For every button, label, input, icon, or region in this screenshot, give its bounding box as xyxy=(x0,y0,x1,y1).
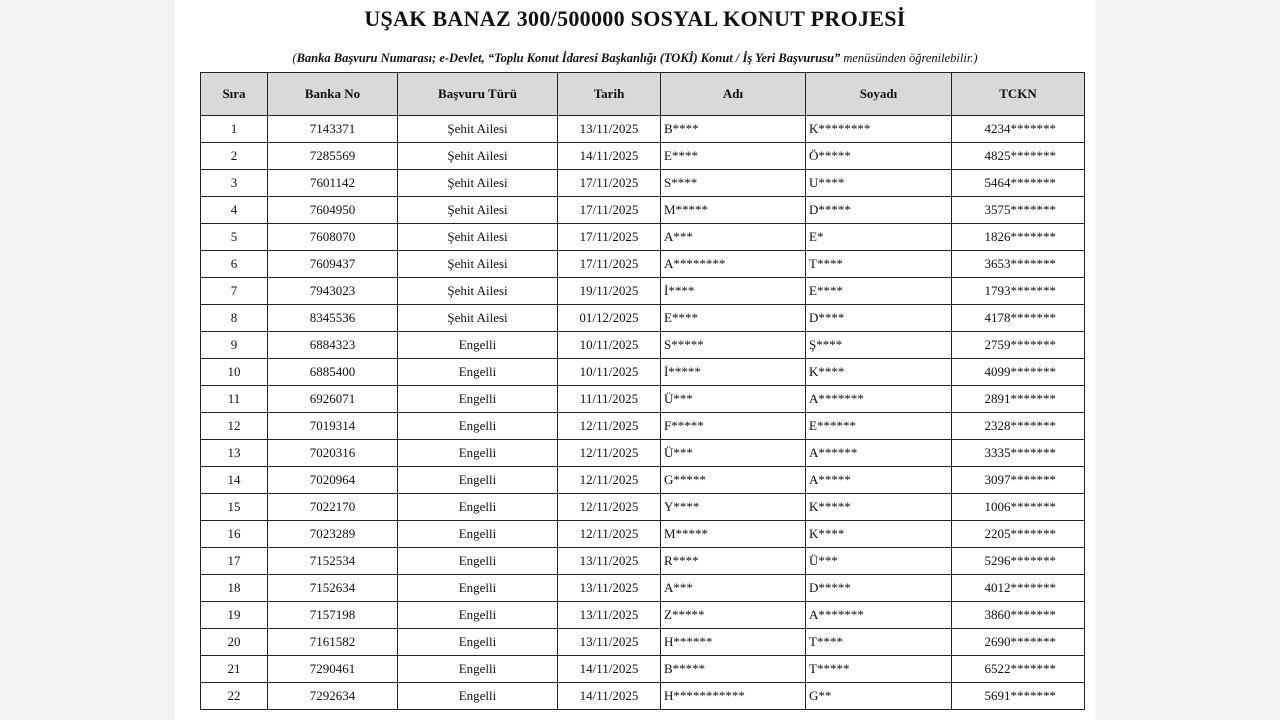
cell-basvuru-turu: Şehit Ailesi xyxy=(398,224,558,251)
table-row xyxy=(201,332,1085,359)
cell-adi: Ü*** xyxy=(661,386,806,413)
cell-adi: M***** xyxy=(661,197,806,224)
cell-basvuru-turu: Engelli xyxy=(398,575,558,602)
header-banka-no: Banka No xyxy=(268,73,398,116)
cell-adi: İ**** xyxy=(661,278,806,305)
header-adi: Adı xyxy=(661,73,806,116)
cell-soyadi: E****** xyxy=(806,413,952,440)
cell-soyadi: D***** xyxy=(806,197,952,224)
cell-sira: 8 xyxy=(201,305,268,332)
cell-tarih: 12/11/2025 xyxy=(558,521,661,548)
cell-sira: 10 xyxy=(201,359,268,386)
cell-banka-no: 7290461 xyxy=(268,656,398,683)
header-basvuru-turu: Başvuru Türü xyxy=(398,73,558,116)
cell-adi: A******** xyxy=(661,251,806,278)
cell-tckn: 3335******* xyxy=(952,440,1085,467)
cell-soyadi: T***** xyxy=(806,656,952,683)
cell-soyadi: E**** xyxy=(806,278,952,305)
cell-soyadi: K**** xyxy=(806,521,952,548)
cell-banka-no: 7285569 xyxy=(268,143,398,170)
cell-adi: Ü*** xyxy=(661,440,806,467)
cell-soyadi: Ş**** xyxy=(806,332,952,359)
cell-tckn: 2690******* xyxy=(952,629,1085,656)
cell-sira: 18 xyxy=(201,575,268,602)
cell-adi: B**** xyxy=(661,116,806,143)
cell-basvuru-turu: Şehit Ailesi xyxy=(398,116,558,143)
table-row xyxy=(201,278,1085,305)
cell-tarih: 13/11/2025 xyxy=(558,575,661,602)
table-row xyxy=(201,467,1085,494)
cell-tckn: 1006******* xyxy=(952,494,1085,521)
cell-tarih: 19/11/2025 xyxy=(558,278,661,305)
cell-sira: 7 xyxy=(201,278,268,305)
cell-tarih: 13/11/2025 xyxy=(558,548,661,575)
cell-tckn: 2759******* xyxy=(952,332,1085,359)
cell-tarih: 12/11/2025 xyxy=(558,467,661,494)
cell-tarih: 11/11/2025 xyxy=(558,386,661,413)
table-row xyxy=(201,494,1085,521)
cell-soyadi: U**** xyxy=(806,170,952,197)
cell-soyadi: K***** xyxy=(806,494,952,521)
cell-soyadi: K**** xyxy=(806,359,952,386)
header-soyadi: Soyadı xyxy=(806,73,952,116)
cell-tckn: 4825******* xyxy=(952,143,1085,170)
cell-tarih: 12/11/2025 xyxy=(558,440,661,467)
cell-tckn: 5691******* xyxy=(952,683,1085,710)
cell-basvuru-turu: Engelli xyxy=(398,548,558,575)
cell-soyadi: D***** xyxy=(806,575,952,602)
cell-adi: H*********** xyxy=(661,683,806,710)
cell-sira: 20 xyxy=(201,629,268,656)
cell-soyadi: E* xyxy=(806,224,952,251)
cell-basvuru-turu: Şehit Ailesi xyxy=(398,197,558,224)
cell-sira: 14 xyxy=(201,467,268,494)
cell-banka-no: 7608070 xyxy=(268,224,398,251)
cell-tckn: 3653******* xyxy=(952,251,1085,278)
cell-adi: A*** xyxy=(661,224,806,251)
cell-basvuru-turu: Şehit Ailesi xyxy=(398,305,558,332)
cell-banka-no: 7161582 xyxy=(268,629,398,656)
cell-soyadi: K******** xyxy=(806,116,952,143)
table-row xyxy=(201,197,1085,224)
table-row xyxy=(201,413,1085,440)
cell-tckn: 6522******* xyxy=(952,656,1085,683)
cell-tckn: 4012******* xyxy=(952,575,1085,602)
subtitle-rest-part: menüsünden öğrenilebilir. xyxy=(840,51,974,65)
cell-soyadi: A****** xyxy=(806,440,952,467)
cell-basvuru-turu: Şehit Ailesi xyxy=(398,251,558,278)
cell-banka-no: 7943023 xyxy=(268,278,398,305)
cell-tckn: 2328******* xyxy=(952,413,1085,440)
cell-banka-no: 7601142 xyxy=(268,170,398,197)
document-page xyxy=(175,0,1095,720)
cell-banka-no: 7157198 xyxy=(268,602,398,629)
table-header-row xyxy=(201,73,1085,116)
cell-banka-no: 6884323 xyxy=(268,332,398,359)
cell-basvuru-turu: Engelli xyxy=(398,629,558,656)
cell-tarih: 13/11/2025 xyxy=(558,602,661,629)
cell-tarih: 14/11/2025 xyxy=(558,143,661,170)
table-row xyxy=(201,116,1085,143)
cell-adi: A*** xyxy=(661,575,806,602)
cell-banka-no: 8345536 xyxy=(268,305,398,332)
cell-sira: 21 xyxy=(201,656,268,683)
cell-tarih: 14/11/2025 xyxy=(558,683,661,710)
cell-tarih: 10/11/2025 xyxy=(558,332,661,359)
table-row xyxy=(201,575,1085,602)
cell-sira: 9 xyxy=(201,332,268,359)
cell-tarih: 17/11/2025 xyxy=(558,224,661,251)
cell-tckn: 3575******* xyxy=(952,197,1085,224)
cell-adi: S***** xyxy=(661,332,806,359)
cell-tckn: 4234******* xyxy=(952,116,1085,143)
table-row xyxy=(201,656,1085,683)
table-row xyxy=(201,305,1085,332)
cell-tckn: 2891******* xyxy=(952,386,1085,413)
cell-basvuru-turu: Engelli xyxy=(398,494,558,521)
cell-adi: İ***** xyxy=(661,359,806,386)
applicant-table xyxy=(200,72,1085,710)
cell-adi: B***** xyxy=(661,656,806,683)
cell-basvuru-turu: Engelli xyxy=(398,521,558,548)
cell-adi: S**** xyxy=(661,170,806,197)
cell-tckn: 3097******* xyxy=(952,467,1085,494)
cell-basvuru-turu: Engelli xyxy=(398,602,558,629)
cell-tckn: 3860******* xyxy=(952,602,1085,629)
cell-basvuru-turu: Engelli xyxy=(398,656,558,683)
cell-sira: 22 xyxy=(201,683,268,710)
cell-tarih: 10/11/2025 xyxy=(558,359,661,386)
cell-adi: Z***** xyxy=(661,602,806,629)
cell-banka-no: 7019314 xyxy=(268,413,398,440)
cell-basvuru-turu: Engelli xyxy=(398,683,558,710)
cell-tarih: 14/11/2025 xyxy=(558,656,661,683)
table-row xyxy=(201,521,1085,548)
cell-adi: F***** xyxy=(661,413,806,440)
cell-soyadi: G** xyxy=(806,683,952,710)
cell-basvuru-turu: Şehit Ailesi xyxy=(398,278,558,305)
cell-sira: 19 xyxy=(201,602,268,629)
cell-basvuru-turu: Engelli xyxy=(398,440,558,467)
cell-banka-no: 7143371 xyxy=(268,116,398,143)
table-row xyxy=(201,143,1085,170)
cell-sira: 4 xyxy=(201,197,268,224)
cell-banka-no: 7022170 xyxy=(268,494,398,521)
cell-banka-no: 7152534 xyxy=(268,548,398,575)
cell-adi: M***** xyxy=(661,521,806,548)
table-row xyxy=(201,224,1085,251)
cell-adi: E**** xyxy=(661,305,806,332)
cell-tckn: 5464******* xyxy=(952,170,1085,197)
cell-tarih: 12/11/2025 xyxy=(558,413,661,440)
cell-soyadi: T**** xyxy=(806,629,952,656)
cell-sira: 1 xyxy=(201,116,268,143)
cell-tarih: 17/11/2025 xyxy=(558,251,661,278)
cell-sira: 3 xyxy=(201,170,268,197)
cell-tckn: 5296******* xyxy=(952,548,1085,575)
table-row xyxy=(201,359,1085,386)
cell-adi: R**** xyxy=(661,548,806,575)
cell-soyadi: T**** xyxy=(806,251,952,278)
cell-tarih: 13/11/2025 xyxy=(558,116,661,143)
cell-basvuru-turu: Şehit Ailesi xyxy=(398,170,558,197)
table-row xyxy=(201,683,1085,710)
cell-sira: 2 xyxy=(201,143,268,170)
cell-soyadi: D**** xyxy=(806,305,952,332)
cell-soyadi: A******* xyxy=(806,602,952,629)
cell-tarih: 17/11/2025 xyxy=(558,170,661,197)
cell-sira: 5 xyxy=(201,224,268,251)
cell-banka-no: 7023289 xyxy=(268,521,398,548)
cell-banka-no: 7292634 xyxy=(268,683,398,710)
cell-banka-no: 6885400 xyxy=(268,359,398,386)
cell-basvuru-turu: Şehit Ailesi xyxy=(398,143,558,170)
cell-tckn: 2205******* xyxy=(952,521,1085,548)
table-row xyxy=(201,602,1085,629)
cell-tarih: 12/11/2025 xyxy=(558,494,661,521)
table-row xyxy=(201,251,1085,278)
cell-adi: E**** xyxy=(661,143,806,170)
header-sira: Sıra xyxy=(201,73,268,116)
cell-tckn: 1826******* xyxy=(952,224,1085,251)
cell-adi: H****** xyxy=(661,629,806,656)
cell-soyadi: Ö***** xyxy=(806,143,952,170)
cell-banka-no: 7609437 xyxy=(268,251,398,278)
cell-tarih: 01/12/2025 xyxy=(558,305,661,332)
cell-basvuru-turu: Engelli xyxy=(398,467,558,494)
cell-soyadi: A******* xyxy=(806,386,952,413)
cell-banka-no: 7152634 xyxy=(268,575,398,602)
table-row xyxy=(201,170,1085,197)
table-row xyxy=(201,548,1085,575)
cell-sira: 17 xyxy=(201,548,268,575)
cell-basvuru-turu: Engelli xyxy=(398,359,558,386)
header-tarih: Tarih xyxy=(558,73,661,116)
document-title: UŞAK BANAZ 300/500000 SOSYAL KONUT PROJESİ xyxy=(364,6,906,31)
cell-sira: 15 xyxy=(201,494,268,521)
table-row xyxy=(201,386,1085,413)
cell-adi: Y**** xyxy=(661,494,806,521)
cell-banka-no: 7020964 xyxy=(268,467,398,494)
cell-sira: 12 xyxy=(201,413,268,440)
cell-banka-no: 7020316 xyxy=(268,440,398,467)
table-row xyxy=(201,440,1085,467)
cell-tckn: 1793******* xyxy=(952,278,1085,305)
cell-basvuru-turu: Engelli xyxy=(398,413,558,440)
cell-sira: 16 xyxy=(201,521,268,548)
header-tckn: TCKN xyxy=(952,73,1085,116)
subtitle-bold-part: Banka Başvuru Numarası; e-Devlet, “Toplu Konut İdaresi Başkanlığı (TOKİ) Konut / İş Yeri Başvurusu” xyxy=(296,51,841,65)
cell-soyadi: Ü*** xyxy=(806,548,952,575)
cell-tckn: 4178******* xyxy=(952,305,1085,332)
cell-adi: G***** xyxy=(661,467,806,494)
cell-tarih: 13/11/2025 xyxy=(558,629,661,656)
cell-banka-no: 6926071 xyxy=(268,386,398,413)
table-body xyxy=(201,116,1085,710)
cell-basvuru-turu: Engelli xyxy=(398,386,558,413)
table-row xyxy=(201,629,1085,656)
cell-tckn: 4099******* xyxy=(952,359,1085,386)
cell-basvuru-turu: Engelli xyxy=(398,332,558,359)
cell-sira: 6 xyxy=(201,251,268,278)
cell-sira: 11 xyxy=(201,386,268,413)
cell-sira: 13 xyxy=(201,440,268,467)
cell-banka-no: 7604950 xyxy=(268,197,398,224)
document-subtitle: (Banka Başvuru Numarası; e-Devlet, “Toplu Konut İdaresi Başkanlığı (TOKİ) Konut / İş Yeri Başvurusu” menüsünden öğrenilebilir.) xyxy=(292,51,978,65)
cell-tarih: 17/11/2025 xyxy=(558,197,661,224)
cell-soyadi: A***** xyxy=(806,467,952,494)
